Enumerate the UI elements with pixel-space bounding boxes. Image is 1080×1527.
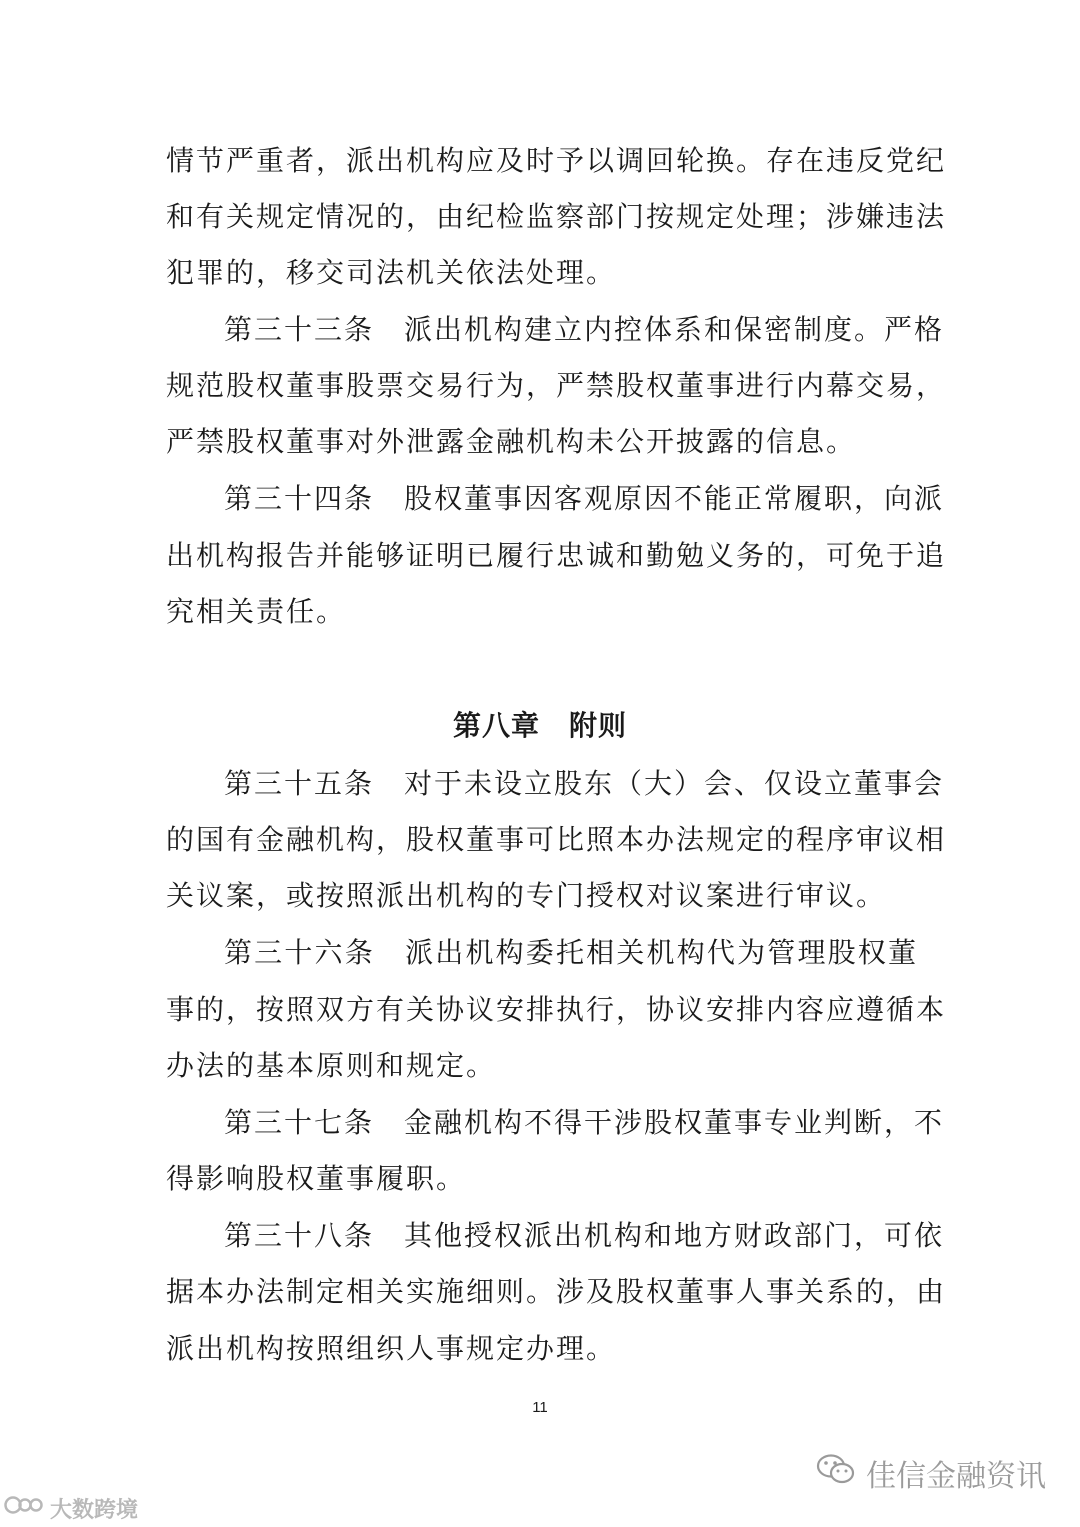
article-34-line: 第三十四条 股权董事因客观原因不能正常履职，向派 xyxy=(224,482,945,515)
body-line: 派出机构按照组织人事规定办理。 xyxy=(166,1332,617,1365)
article-35-line: 第三十五条 对于未设立股东（大）会、仅设立董事会 xyxy=(224,767,945,800)
chapter-heading: 第八章 附则 xyxy=(452,709,627,742)
body-line: 和有关规定情况的，由纪检监察部门按规定处理；涉嫌违法 xyxy=(166,200,947,233)
site-watermark xyxy=(4,1494,138,1522)
article-36-line: 第三十六条 派出机构委托相关机构代为管理股权董 xyxy=(224,936,918,969)
watermark-site-name: 大数跨境 xyxy=(50,1497,139,1523)
body-line: 得影响股权董事履职。 xyxy=(166,1162,467,1195)
body-line: 办法的基本原则和规定。 xyxy=(166,1049,497,1082)
body-line: 关议案，或按照派出机构的专门授权对议案进行审议。 xyxy=(166,879,887,912)
wechat-watermark xyxy=(816,1453,1046,1493)
article-37-line: 第三十七条 金融机构不得干涉股权董事专业判断，不 xyxy=(224,1106,945,1139)
wechat-account-name: 佳信金融资讯 xyxy=(866,1459,1046,1494)
wechat-icon xyxy=(816,1452,856,1494)
body-line: 事的，按照双方有关协议安排执行，协议安排内容应遵循本 xyxy=(166,993,947,1026)
body-line: 的国有金融机构，股权董事可比照本办法规定的程序审议相 xyxy=(166,823,947,856)
body-line: 情节严重者，派出机构应及时予以调回轮换。存在违反党纪 xyxy=(166,144,947,177)
page-number: 11 xyxy=(532,1399,548,1416)
body-line: 犯罪的，移交司法机关依法处理。 xyxy=(166,256,617,289)
watermark-logo-icon xyxy=(4,1493,46,1523)
body-line: 出机构报告并能够证明已履行忠诚和勤勉义务的，可免于追 xyxy=(166,539,947,572)
body-line: 据本办法制定相关实施细则。涉及股权董事人事关系的，由 xyxy=(166,1275,947,1308)
body-line: 究相关责任。 xyxy=(166,595,347,628)
body-line: 规范股权董事股票交易行为，严禁股权董事进行内幕交易， xyxy=(166,369,947,402)
body-line: 严禁股权董事对外泄露金融机构未公开披露的信息。 xyxy=(166,425,857,458)
article-33-line: 第三十三条 派出机构建立内控体系和保密制度。严格 xyxy=(224,313,945,346)
article-38-line: 第三十八条 其他授权派出机构和地方财政部门，可依 xyxy=(224,1219,945,1252)
